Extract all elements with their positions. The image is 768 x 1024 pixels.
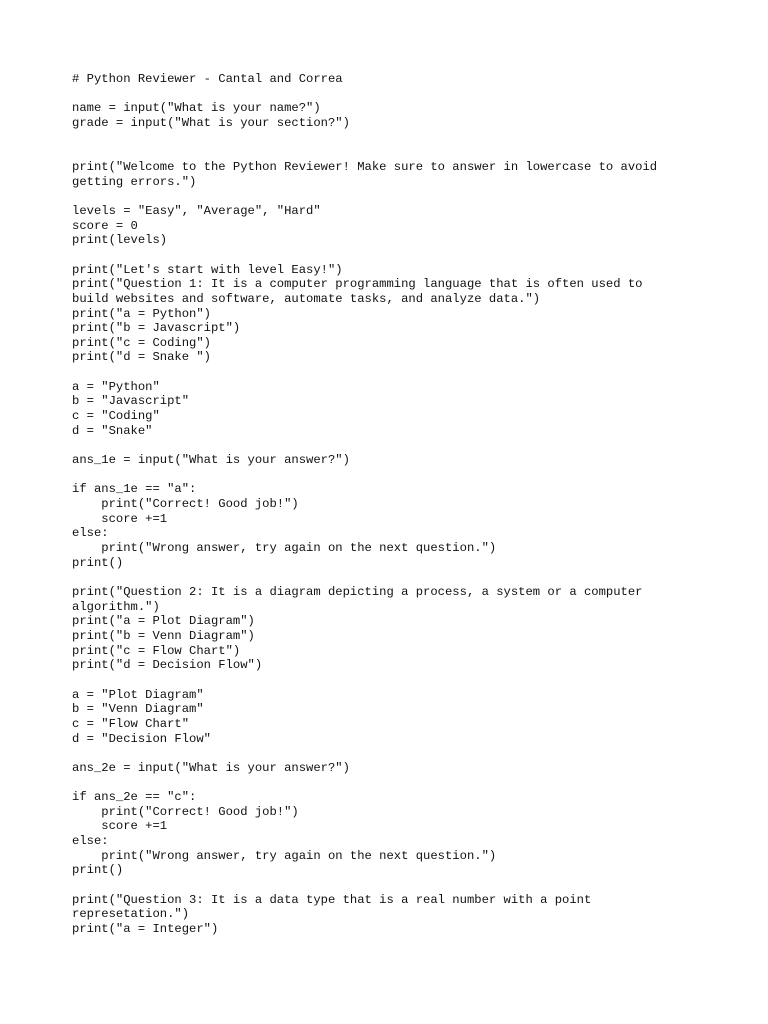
code-line: print() [72, 555, 124, 570]
code-line: print("b = Venn Diagram") [72, 628, 255, 643]
code-line: d = "Decision Flow" [72, 731, 211, 746]
code-line: a = "Python" [72, 379, 160, 394]
code-line: print("c = Flow Chart") [72, 643, 241, 658]
code-line: print("Correct! Good job!") [72, 804, 299, 819]
code-line: getting errors.") [72, 174, 197, 189]
code-line [72, 438, 712, 453]
code-line [72, 145, 712, 160]
code-line: print("d = Snake ") [72, 350, 211, 365]
code-line [72, 365, 712, 380]
code-line: print("c = Coding") [72, 335, 211, 350]
code-line: c = "Flow Chart" [72, 716, 190, 731]
code-line: c = "Coding" [72, 409, 160, 424]
code-line: # Python Reviewer - Cantal and Correa [72, 72, 343, 86]
code-line: print("Let's start with level Easy!") [72, 262, 343, 277]
code-block [72, 72, 712, 937]
code-line [72, 248, 712, 263]
code-line: ans_2e = input("What is your answer?") [72, 760, 350, 775]
code-line: print("b = Javascript") [72, 321, 241, 336]
code-line: print("Wrong answer, try again on the next question.") [72, 848, 497, 863]
code-line: print(levels) [72, 233, 168, 248]
code-line: score +=1 [72, 819, 168, 834]
code-line [72, 131, 712, 146]
code-line [72, 746, 712, 761]
code-line [72, 189, 712, 204]
code-line: print("a = Integer") [72, 922, 219, 937]
code-line: build websites and software, automate tasks, and analyze data.") [72, 291, 541, 306]
code-line: print("d = Decision Flow") [72, 658, 263, 673]
code-line: else: [72, 526, 109, 541]
code-line: print("a = Python") [72, 306, 211, 321]
code-line: print("Question 2: It is a diagram depicting a process, a system or a computer [72, 584, 643, 599]
code-line: print("a = Plot Diagram") [72, 614, 255, 629]
code-line: d = "Snake" [72, 423, 153, 438]
code-line: if ans_1e == "a": [72, 482, 197, 497]
code-line: levels = "Easy", "Average", "Hard" [72, 203, 321, 218]
code-line: print("Wrong answer, try again on the next question.") [72, 541, 497, 555]
code-line [72, 776, 712, 791]
code-line: print("Question 1: It is a computer programming language that is often used to [72, 277, 643, 292]
code-line: score = 0 [72, 218, 138, 233]
code-line: grade = input("What is your section?") [72, 115, 350, 130]
code-line: ans_1e = input("What is your answer?") [72, 453, 350, 468]
code-line: a = "Plot Diagram" [72, 687, 204, 702]
code-line: b = "Venn Diagram" [72, 702, 204, 717]
code-line: represetation.") [72, 907, 190, 922]
code-line: print("Correct! Good job!") [72, 497, 299, 512]
code-line [72, 87, 712, 102]
code-line: b = "Javascript" [72, 394, 190, 409]
code-line: print("Question 3: It is a data type that is a real number with a point [72, 892, 592, 907]
code-line: algorithm.") [72, 599, 160, 614]
code-line [72, 468, 712, 483]
code-line [72, 673, 712, 688]
code-line [72, 878, 712, 893]
code-line: name = input("What is your name?") [72, 101, 321, 116]
code-line: if ans_2e == "c": [72, 790, 197, 805]
code-line: score +=1 [72, 511, 168, 526]
code-line: print("Welcome to the Python Reviewer! Make sure to answer in lowercase to avoid [72, 159, 658, 174]
code-line: else: [72, 834, 109, 849]
code-line: print() [72, 863, 124, 878]
code-line [72, 570, 712, 585]
